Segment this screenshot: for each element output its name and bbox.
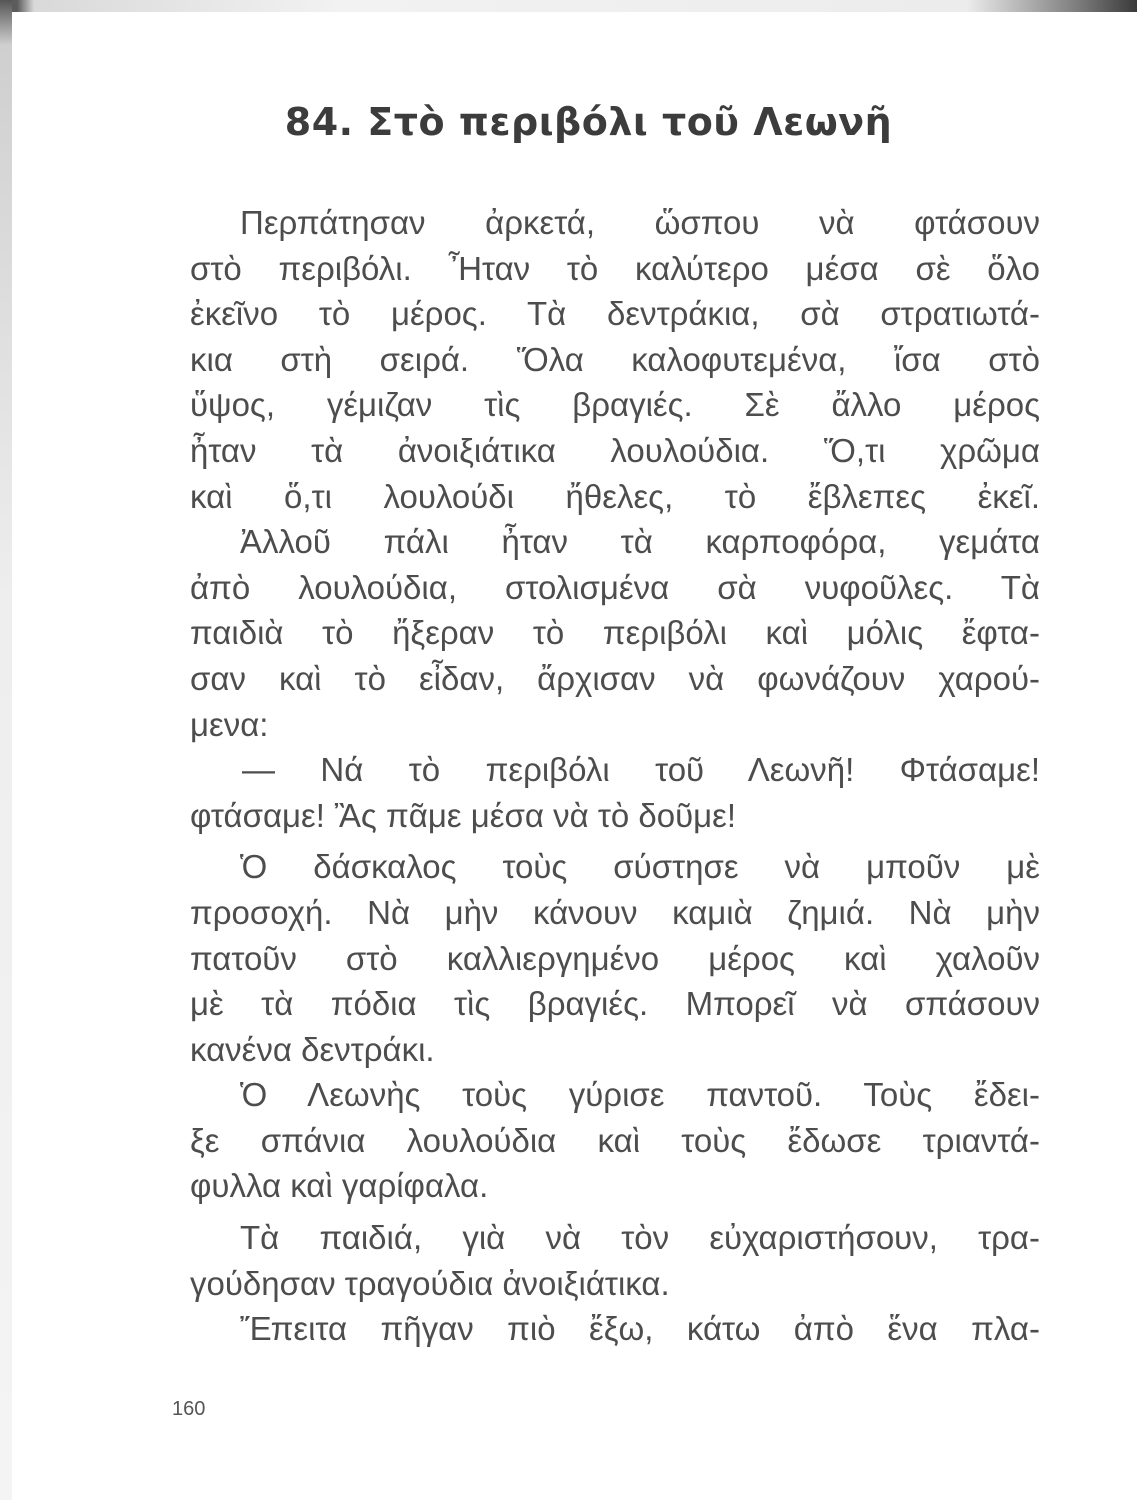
text-line: στὸ περιβόλι. Ἦταν τὸ καλύτερο μέσα σὲ ὅλο [190, 249, 1040, 287]
text-line: κανένα δεντράκι. [190, 1030, 435, 1068]
text-line: γούδησαν τραγούδια ἀνοιξιάτικα. [190, 1264, 670, 1302]
paragraph [190, 1072, 1040, 1209]
text-line: μὲ τὰ πόδια τὶς βραγιές. Μπορεῖ νὰ σπάσουν [190, 985, 1040, 1023]
text-line: Ἔπειτα πῆγαν πιὸ ἔξω, κάτω ἀπὸ ἕνα πλα- [240, 1310, 1040, 1348]
text-line: παιδιὰ τὸ ἤξεραν τὸ περιβόλι καὶ μόλις ἔφτα- [190, 614, 1040, 652]
paragraph [190, 844, 1040, 1072]
text-line: ἀπὸ λουλούδια, στολισμένα σὰ νυφοῦλες. Τὰ [190, 568, 1040, 606]
text-line: σαν καὶ τὸ εἶδαν, ἄρχισαν νὰ φωνάζουν χαρού- [190, 659, 1040, 697]
body-text [190, 200, 1040, 1352]
text-line: Ὁ Λεωνὴς τοὺς γύρισε παντοῦ. Τοὺς ἔδει- [240, 1076, 1040, 1114]
text-line: προσοχή. Νὰ μὴν κάνουν καμιὰ ζημιά. Νὰ μὴν [190, 893, 1040, 931]
text-line: ἐκεῖνο τὸ μέρος. Τὰ δεντράκια, σὰ στρατιωτά- [190, 295, 1040, 333]
text-line: φυλλα καὶ γαρίφαλα. [190, 1167, 489, 1205]
paragraph [190, 519, 1040, 747]
text-line: μενα: [190, 705, 269, 743]
text-line: Ἀλλοῦ πάλι ἦταν τὰ καρποφόρα, γεμάτα [240, 523, 1040, 561]
text-line: ἦταν τὰ ἀνοιξιάτικα λουλούδια. Ὅ,τι χρῶμα [190, 431, 1040, 469]
text-line: πατοῦν στὸ καλλιεργημένο μέρος καὶ χαλοῦν [190, 939, 1040, 977]
text-line: κια στὴ σειρά. Ὅλα καλοφυτεμένα, ἴσα στὸ [190, 340, 1040, 378]
text-line: φτάσαμε! Ἂς πᾶμε μέσα νὰ τὸ δοῦμε! [190, 796, 737, 834]
text-line: — Νά τὸ περιβόλι τοῦ Λεωνῆ! Φτάσαμε! [242, 751, 1040, 789]
text-line: Ὁ δάσκαλος τοὺς σύστησε νὰ μποῦν μὲ [240, 848, 1040, 886]
text-line: Τὰ παιδιά, γιὰ νὰ τὸν εὐχαριστήσουν, τρα- [240, 1219, 1040, 1257]
paragraph [190, 200, 1040, 519]
text-line: καὶ ὅ,τι λουλούδι ἤθελες, τὸ ἔβλεπες ἐκεῖ. [190, 477, 1040, 515]
text-line: ξε σπάνια λουλούδια καὶ τοὺς ἔδωσε τριαντά- [190, 1121, 1040, 1159]
text-line: ὕψος, γέμιζαν τὶς βραγιές. Σὲ ἄλλο μέρος [190, 386, 1040, 424]
paragraph [190, 1306, 1040, 1352]
paragraph [190, 1215, 1040, 1306]
text-line: Περπάτησαν ἀρκετά, ὥσπου νὰ φτάσουν [240, 204, 1040, 241]
dialogue-paragraph [190, 747, 1040, 838]
page-number: 160 [172, 1398, 206, 1420]
chapter-title: 84. Στὸ περιβόλι τοῦ Λεωνῆ [284, 100, 893, 144]
